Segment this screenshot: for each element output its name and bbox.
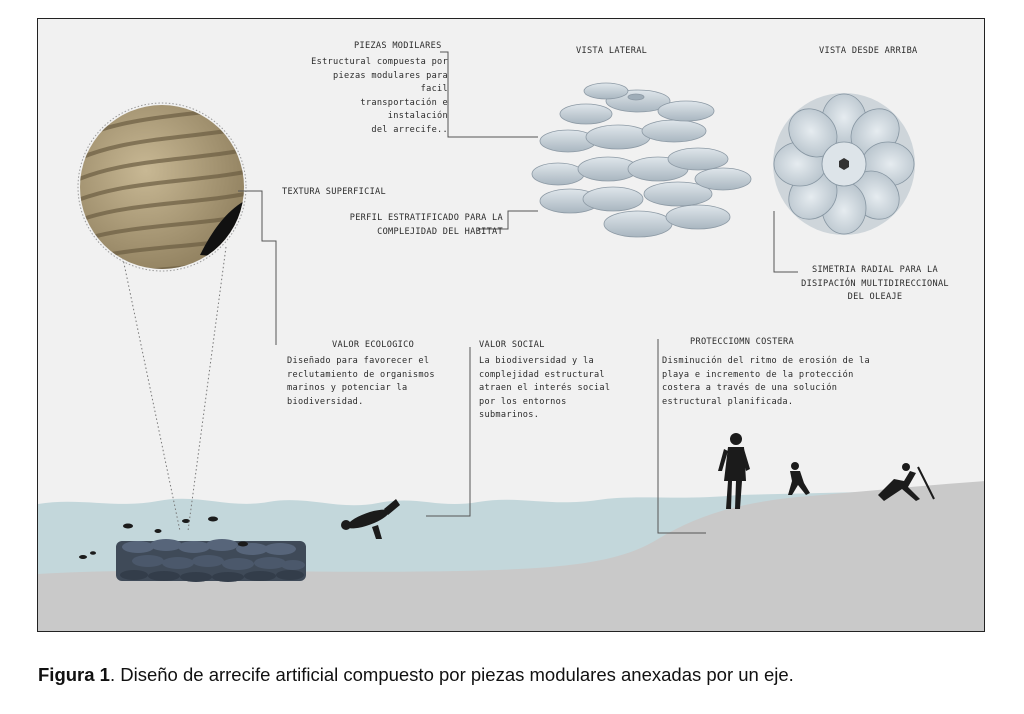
profile-label: PERFIL ESTRATIFICADO PARA LA COMPLEJIDAD DEL HABITAT — [349, 213, 503, 237]
reef-scene — [38, 19, 985, 632]
coastal-protection-body: Disminución del ritmo de erosión de la playa e incremento de la protección costera a través de una solución estructural planificada. — [662, 356, 871, 407]
social-value-body: La biodiversidad y la complejidad estructural atraen el interés social por los entornos submarinos. — [479, 356, 611, 421]
coastal-protection-title: PROTECCIOMN COSTERA — [690, 337, 795, 347]
top-view-module — [773, 93, 915, 235]
caption-label: Figura 1 — [38, 664, 110, 685]
lateral-view-title: VISTA LATERAL — [576, 46, 648, 56]
figure-panel — [37, 18, 985, 632]
texture-label: TEXTURA SUPERFICIAL — [282, 187, 387, 197]
social-value-title: VALOR SOCIAL — [479, 340, 545, 350]
ecological-value-title: VALOR ECOLOGICO — [332, 340, 415, 350]
piezas-title: PIEZAS MODILARES — [354, 41, 442, 51]
lateral-view-modules — [532, 83, 751, 237]
reef-structure — [116, 539, 306, 582]
top-view-title: VISTA DESDE ARRIBA — [819, 46, 918, 56]
surface-texture-image — [58, 79, 268, 289]
ecological-value-body: Diseñado para favorecer el reclutamiento de organismos marinos y potenciar la biodiversidad. — [287, 356, 435, 407]
symmetry-label: SIMETRIA RADIAL PARA LA DISIPACIÓN MULTIDIRECCIONAL DEL OLEAJE — [801, 265, 949, 303]
figure-caption — [38, 664, 794, 686]
piezas-body: Estructural compuesta por piezas modulares para facil transportación e instalación del arrecife.. — [311, 57, 448, 135]
caption-text: . Diseño de arrecife artificial compuesto por piezas modulares anexadas por un eje. — [109, 664, 794, 685]
